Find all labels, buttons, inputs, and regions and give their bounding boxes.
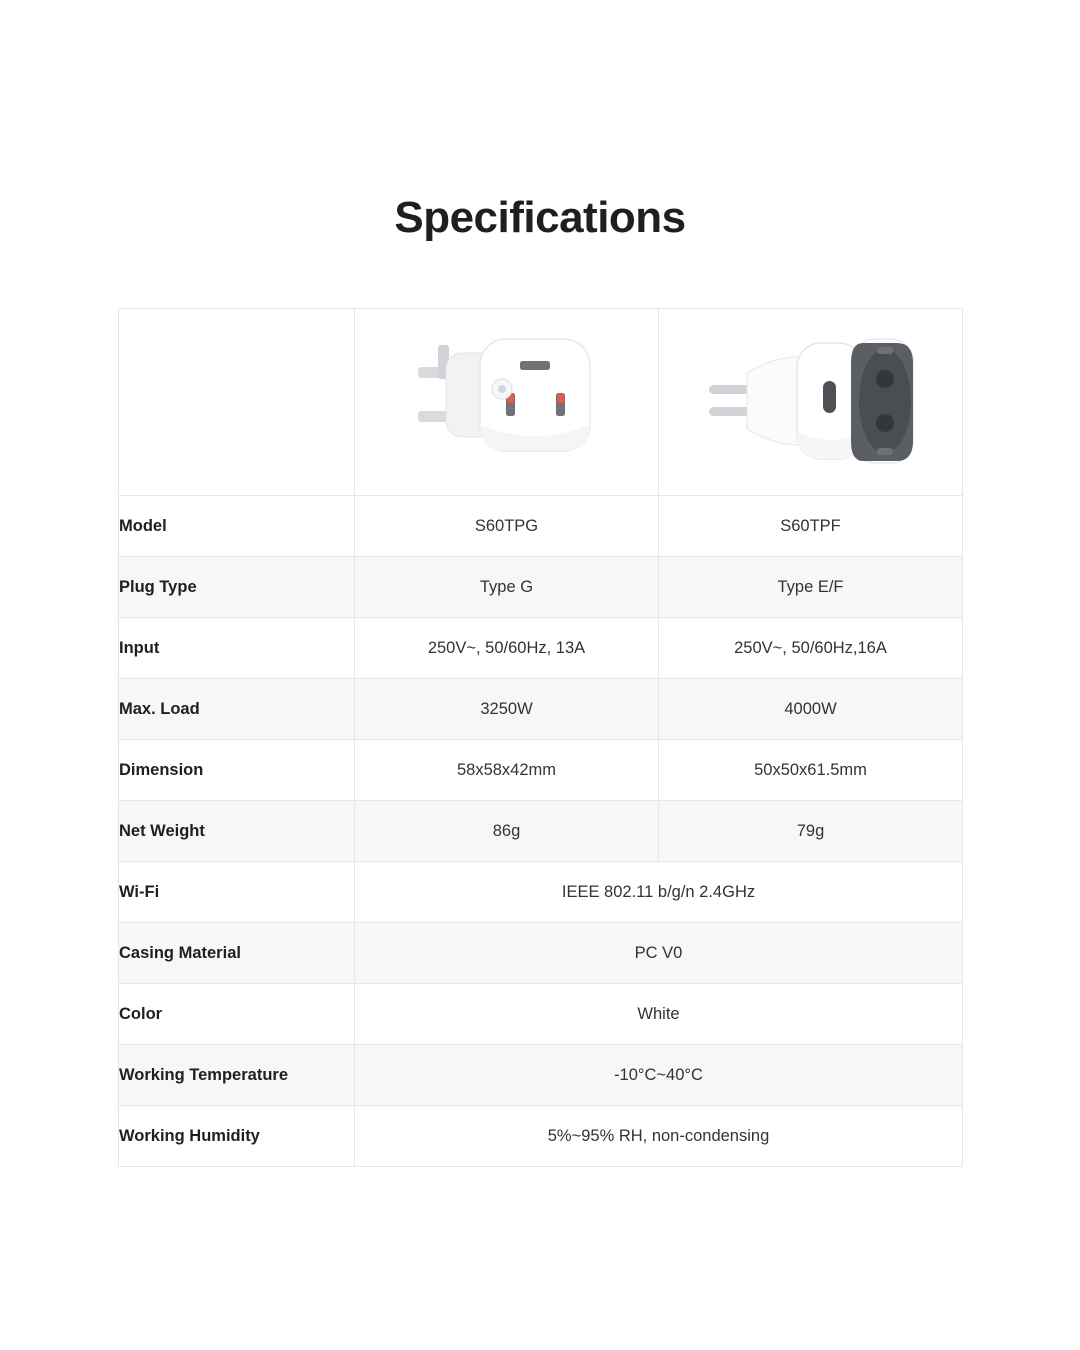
- row-label: Model: [119, 496, 355, 557]
- table-row: [119, 557, 963, 618]
- specifications-table-container: [118, 240, 962, 1167]
- row-label: Dimension: [119, 740, 355, 801]
- table-row: [119, 740, 963, 801]
- row-label: Net Weight: [119, 801, 355, 862]
- row-value-a: 86g: [355, 801, 659, 862]
- table-row: [119, 984, 963, 1045]
- table-row-product-images: [119, 309, 963, 496]
- product-image-cell-b: [659, 309, 963, 496]
- table-row: [119, 496, 963, 557]
- row-value-merged: White: [355, 984, 963, 1045]
- uk-plug-type-g-icon: [355, 309, 658, 495]
- eu-plug-type-ef-icon: [659, 309, 962, 495]
- row-label: Working Temperature: [119, 1045, 355, 1106]
- row-value-a: 250V~, 50/60Hz, 13A: [355, 618, 659, 679]
- row-value-merged: IEEE 802.11 b/g/n 2.4GHz: [355, 862, 963, 923]
- product-image-cell-a: [355, 309, 659, 496]
- row-value-b: 250V~, 50/60Hz,16A: [659, 618, 963, 679]
- row-label: Casing Material: [119, 923, 355, 984]
- table-row: [119, 1045, 963, 1106]
- row-value-merged: 5%~95% RH, non-condensing: [355, 1106, 963, 1167]
- table-row: [119, 923, 963, 984]
- specifications-table: [118, 308, 963, 1167]
- table-row: [119, 1106, 963, 1167]
- table-row: [119, 679, 963, 740]
- row-value-merged: -10°C~40°C: [355, 1045, 963, 1106]
- table-row: [119, 801, 963, 862]
- table-body: [119, 309, 963, 1167]
- row-value-a: Type G: [355, 557, 659, 618]
- row-value-b: 79g: [659, 801, 963, 862]
- image-row-label-cell: [119, 309, 355, 496]
- row-label: Input: [119, 618, 355, 679]
- row-value-a: 3250W: [355, 679, 659, 740]
- row-label: Max. Load: [119, 679, 355, 740]
- row-value-b: Type E/F: [659, 557, 963, 618]
- row-value-b: 4000W: [659, 679, 963, 740]
- row-value-b: S60TPF: [659, 496, 963, 557]
- row-label: Wi-Fi: [119, 862, 355, 923]
- row-value-b: 50x50x61.5mm: [659, 740, 963, 801]
- row-value-a: 58x58x42mm: [355, 740, 659, 801]
- row-value-a: S60TPG: [355, 496, 659, 557]
- row-label: Color: [119, 984, 355, 1045]
- row-value-merged: PC V0: [355, 923, 963, 984]
- row-label: Working Humidity: [119, 1106, 355, 1167]
- table-row: [119, 862, 963, 923]
- table-row: [119, 618, 963, 679]
- page-title: Specifications: [394, 193, 686, 242]
- row-label: Plug Type: [119, 557, 355, 618]
